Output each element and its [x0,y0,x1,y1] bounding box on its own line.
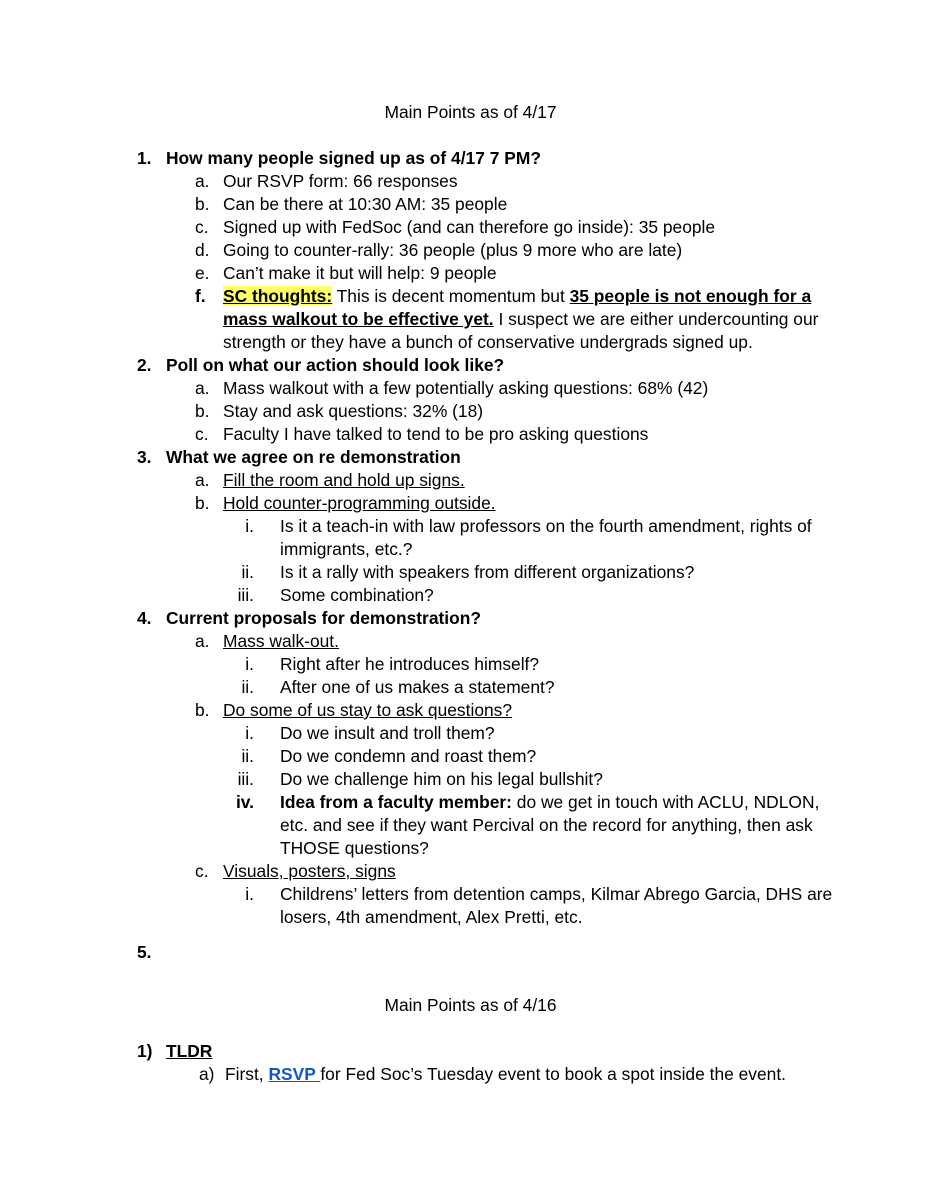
item-text: Current proposals for demonstration? [166,608,481,628]
item-3a [0,469,941,492]
item-marker: a) [199,1064,215,1084]
item-marker: e. [195,263,210,283]
item-1a [0,170,941,193]
item-marker: i. [245,884,254,904]
item-text: Stay and ask questions: 32% (18) [223,401,484,421]
item-text: Visuals, posters, signs [223,861,396,881]
item-text: Fill the room and hold up signs. [223,470,465,490]
item-text: Can be there at 10:30 AM: 35 people [223,194,508,214]
item-4b-i [0,722,941,745]
item-text-emphasis: mass walkout to be effective yet. [223,309,494,329]
heading-4-16: Main Points as of 4/16 [384,995,557,1015]
item-text: Signed up with FedSoc (and can therefore go inside): 35 people [223,217,716,237]
item-text: Faculty I have talked to tend to be pro asking questions [223,424,649,444]
item-2 [0,354,941,377]
section-4-17 [0,147,941,964]
item-1a-rsvp [0,1063,941,1086]
item-marker: c. [195,861,209,881]
item-marker: ii. [241,677,254,697]
item-text: Childrens’ letters from detention camps, Kilmar Abrego Garcia, DHS are [280,884,833,904]
item-1b [0,193,941,216]
item-marker: a. [195,378,210,398]
item-1d [0,239,941,262]
item-text [223,285,811,308]
spacer [0,929,941,941]
item-text-part: for Fed Soc’s Tuesday event to book a spot inside the event. [320,1064,786,1084]
item-text-emphasis: 35 people is not enough for a [569,286,812,306]
item-marker: i. [245,654,254,674]
item-1c [0,216,941,239]
item-text-part: First, [225,1064,269,1084]
item-marker: i. [245,723,254,743]
item-4a [0,630,941,653]
item-2c [0,423,941,446]
item-marker: iv. [235,792,254,812]
item-marker: f. [195,286,206,306]
item-text: Can’t make it but will help: 9 people [223,263,497,283]
item-marker: iii. [237,769,254,789]
item-4b-iii [0,768,941,791]
heading-4-17: Main Points as of 4/17 [384,102,557,122]
item-marker: c. [195,217,209,237]
item-marker: iii. [237,585,254,605]
item-text [280,791,819,814]
item-3b-iii [0,584,941,607]
item-3b-i-line2: immigrants, etc.? [280,539,413,559]
item-1e [0,262,941,285]
item-text: Do we challenge him on his legal bullshit? [280,769,603,789]
item-4a-ii [0,676,941,699]
item-marker: b. [195,700,210,720]
item-marker: 4. [137,608,152,628]
item-marker: c. [195,424,209,444]
item-4a-i [0,653,941,676]
item-5 [0,941,941,964]
item-text: Do some of us stay to ask questions? [223,700,513,720]
item-marker: 5. [137,942,152,962]
item-text: Is it a rally with speakers from different organizations? [280,562,695,582]
item-3b-ii [0,561,941,584]
item-4c-i [0,883,941,906]
item-marker: a. [195,171,210,191]
item-marker: a. [195,470,210,490]
item-text: What we agree on re demonstration [166,447,461,467]
item-2b [0,400,941,423]
item-3 [0,446,941,469]
item-text: Hold counter-programming outside. [223,493,496,513]
item-marker: d. [195,240,210,260]
item-4b-iv-line2: etc. and see if they want Percival on the record for anything, then ask [280,815,813,835]
item-text: Is it a teach-in with law professors on the fourth amendment, rights of [280,516,812,536]
sc-thoughts-label: SC thoughts: [223,286,333,306]
item-1-tldr [0,1040,941,1063]
item-4c-i-line2: losers, 4th amendment, Alex Pretti, etc. [280,907,583,927]
section-4-16 [0,1040,941,1086]
item-4c [0,860,941,883]
item-text: Mass walkout with a few potentially asking questions: 68% (42) [223,378,709,398]
item-marker: a. [195,631,210,651]
item-marker: b. [195,493,210,513]
item-marker: 2. [137,355,152,375]
item-1f-line3: strength or they have a bunch of conservative undergrads signed up. [223,332,753,352]
item-marker: ii. [241,562,254,582]
item-4b-iv [0,791,941,814]
item-text-part: do we get in touch with ACLU, NDLON, [511,792,820,812]
item-text-part: This is decent momentum but [332,286,570,306]
item-text [225,1063,786,1086]
item-text: Our RSVP form: 66 responses [223,171,458,191]
item-text: Poll on what our action should look like? [166,355,505,375]
item-4b-iv-line3: THOSE questions? [280,838,429,858]
item-marker: 3. [137,447,152,467]
item-marker: 1) [137,1041,153,1061]
item-4 [0,607,941,630]
item-4b-ii [0,745,941,768]
item-text: How many people signed up as of 4/17 7 PM? [166,148,541,168]
item-3b-i [0,515,941,538]
faculty-idea-label: Idea from a faculty member: [280,792,512,812]
item-text: After one of us makes a statement? [280,677,555,697]
item-text-part: I suspect we are either undercounting our [493,309,819,329]
item-4b [0,699,941,722]
item-marker: b. [195,194,210,214]
item-text: Do we insult and troll them? [280,723,495,743]
item-1f [0,285,941,308]
item-1 [0,147,941,170]
item-marker: ii. [241,746,254,766]
item-marker: b. [195,401,210,421]
item-marker: i. [245,516,254,536]
item-text: Some combination? [280,585,434,605]
item-2a [0,377,941,400]
item-text: TLDR [166,1041,213,1061]
item-marker: 1. [137,148,152,168]
item-text: Going to counter-rally: 36 people (plus 9 more who are late) [223,240,683,260]
item-1f-line2 [0,308,941,331]
rsvp-link[interactable]: RSVP [268,1064,321,1084]
item-text: Do we condemn and roast them? [280,746,537,766]
item-text: Right after he introduces himself? [280,654,540,674]
item-text: Mass walk-out. [223,631,339,651]
item-3b [0,492,941,515]
